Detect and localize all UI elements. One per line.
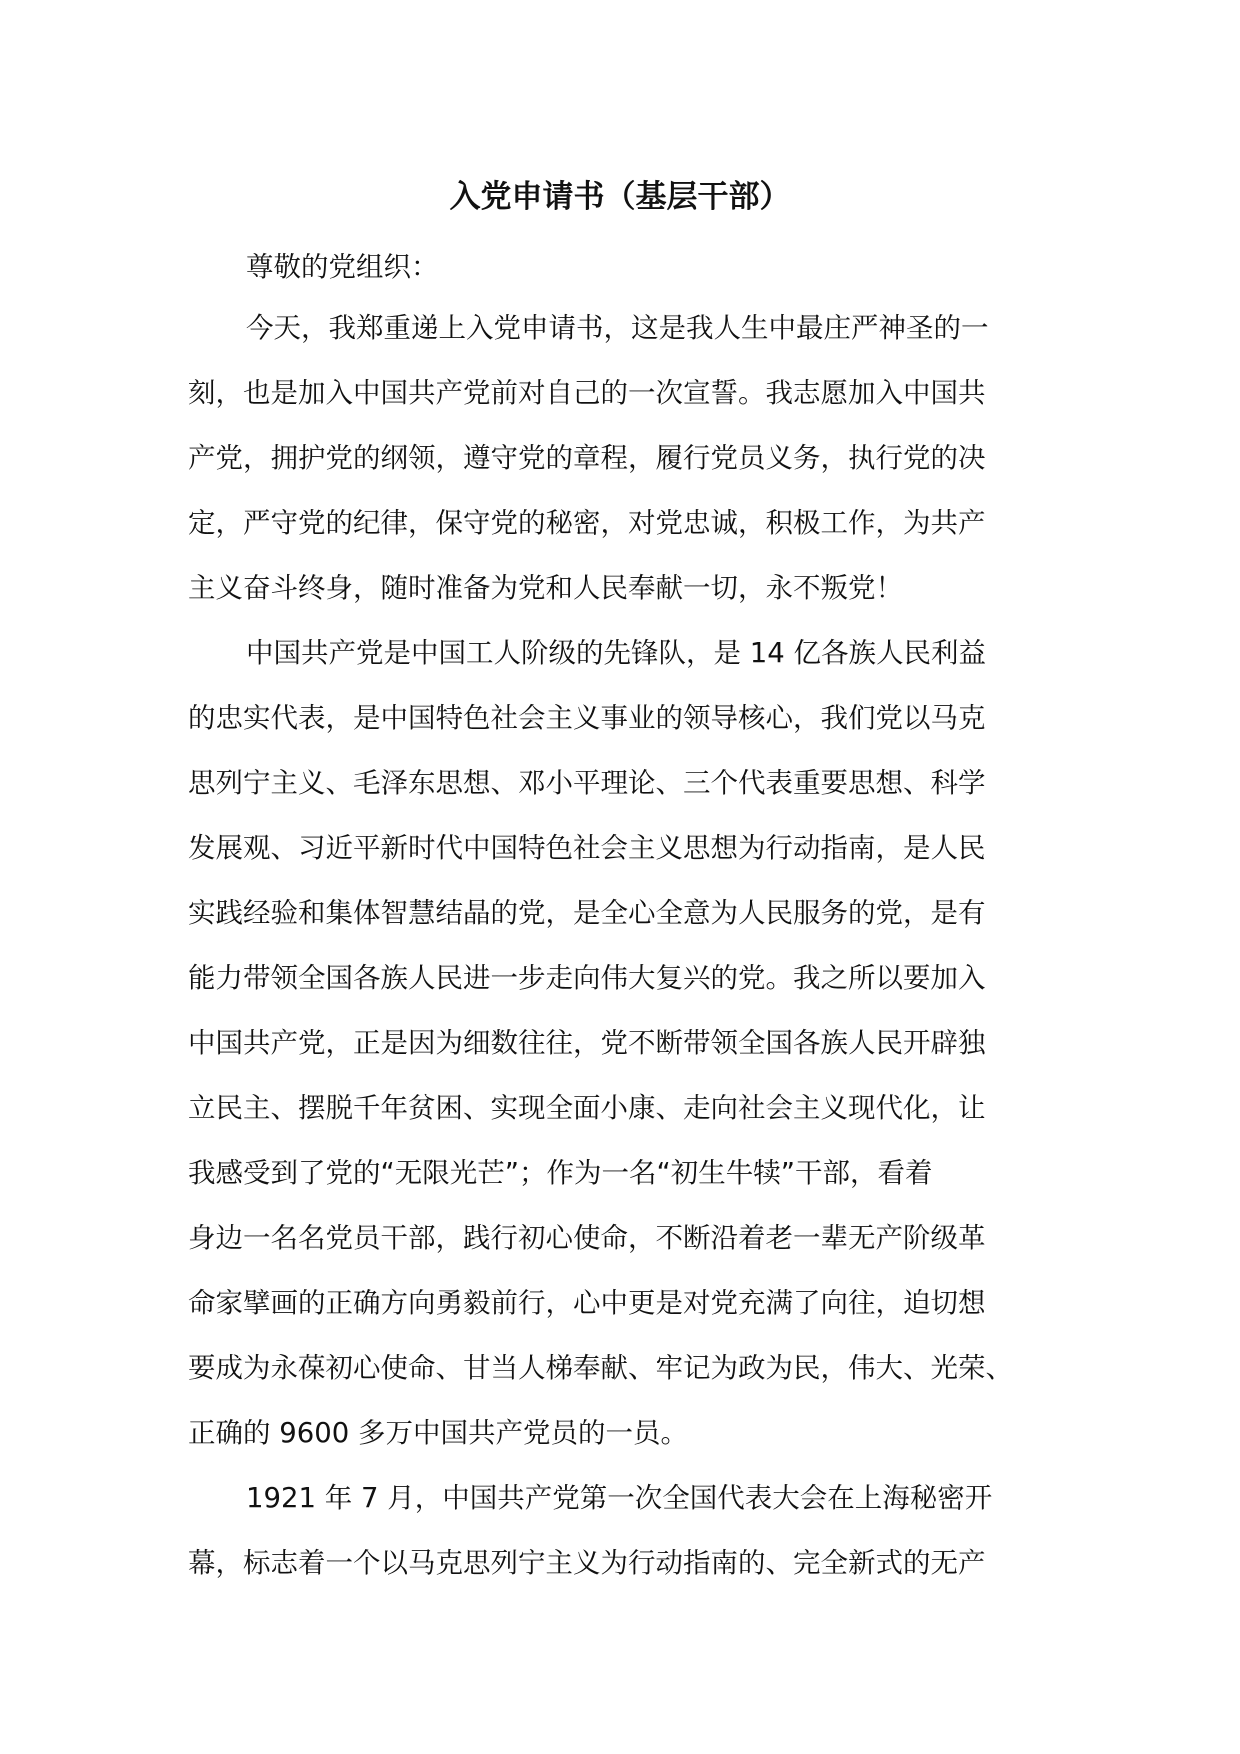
paragraph-line: 定，严守党的纪律，保守党的秘密，对党忠诚，积极工作，为共产 — [188, 507, 986, 539]
paragraph-line: 正确的 9600 多万中国共产党员的一员。 — [188, 1417, 688, 1449]
paragraph-2 — [188, 621, 1064, 1466]
paragraph-line: 产党，拥护党的纲领，遵守党的章程，履行党员义务，执行党的决 — [188, 442, 986, 474]
paragraph-line: 中国共产党是中国工人阶级的先锋队，是 14 亿各族人民利益 — [246, 637, 986, 669]
paragraph-line: 刻，也是加入中国共产党前对自己的一次宣誓。我志愿加入中国共 — [188, 377, 986, 409]
document-body — [188, 238, 1064, 1596]
paragraph-1 — [188, 296, 1064, 621]
paragraph-line: 主义奋斗终身，随时准备为党和人民奉献一切，永不叛党！ — [188, 572, 903, 604]
paragraph-line: 能力带领全国各族人民进一步走向伟大复兴的党。我之所以要加入 — [188, 962, 986, 994]
paragraph-line: 思列宁主义、毛泽东思想、邓小平理论、三个代表重要思想、科学 — [188, 767, 986, 799]
paragraph-line: 我感受到了党的“无限光芒”；作为一名“初生牛犊”干部，看着 — [188, 1157, 933, 1189]
paragraph-line: 今天，我郑重递上入党申请书，这是我人生中最庄严神圣的一 — [246, 312, 989, 344]
paragraph-line: 1921 年 7 月，中国共产党第一次全国代表大会在上海秘密开 — [246, 1482, 993, 1514]
paragraph-line: 命家擘画的正确方向勇毅前行，心中更是对党充满了向往，迫切想 — [188, 1287, 986, 1319]
paragraph-line: 立民主、摆脱千年贫困、实现全面小康、走向社会主义现代化，让 — [188, 1092, 986, 1124]
paragraph-line: 身边一名名党员干部，践行初心使命，不断沿着老一辈无产阶级革 — [188, 1222, 986, 1254]
paragraph-line: 幕，标志着一个以马克思列宁主义为行动指南的、完全新式的无产 — [188, 1547, 986, 1579]
paragraph-line: 中国共产党，正是因为细数往往，党不断带领全国各族人民开辟独 — [188, 1027, 986, 1059]
salutation: 尊敬的党组织： — [246, 251, 439, 283]
document-title: 入党申请书（基层干部） — [449, 179, 791, 215]
paragraph-line: 的忠实代表，是中国特色社会主义事业的领导核心，我们党以马克 — [188, 702, 986, 734]
paragraph-3 — [188, 1466, 1064, 1596]
paragraph-line: 实践经验和集体智慧结晶的党，是全心全意为人民服务的党，是有 — [188, 897, 986, 929]
paragraph-line: 发展观、习近平新时代中国特色社会主义思想为行动指南，是人民 — [188, 832, 986, 864]
paragraph-line: 要成为永葆初心使命、甘当人梯奉献、牢记为政为民，伟大、光荣、 — [188, 1352, 1013, 1384]
